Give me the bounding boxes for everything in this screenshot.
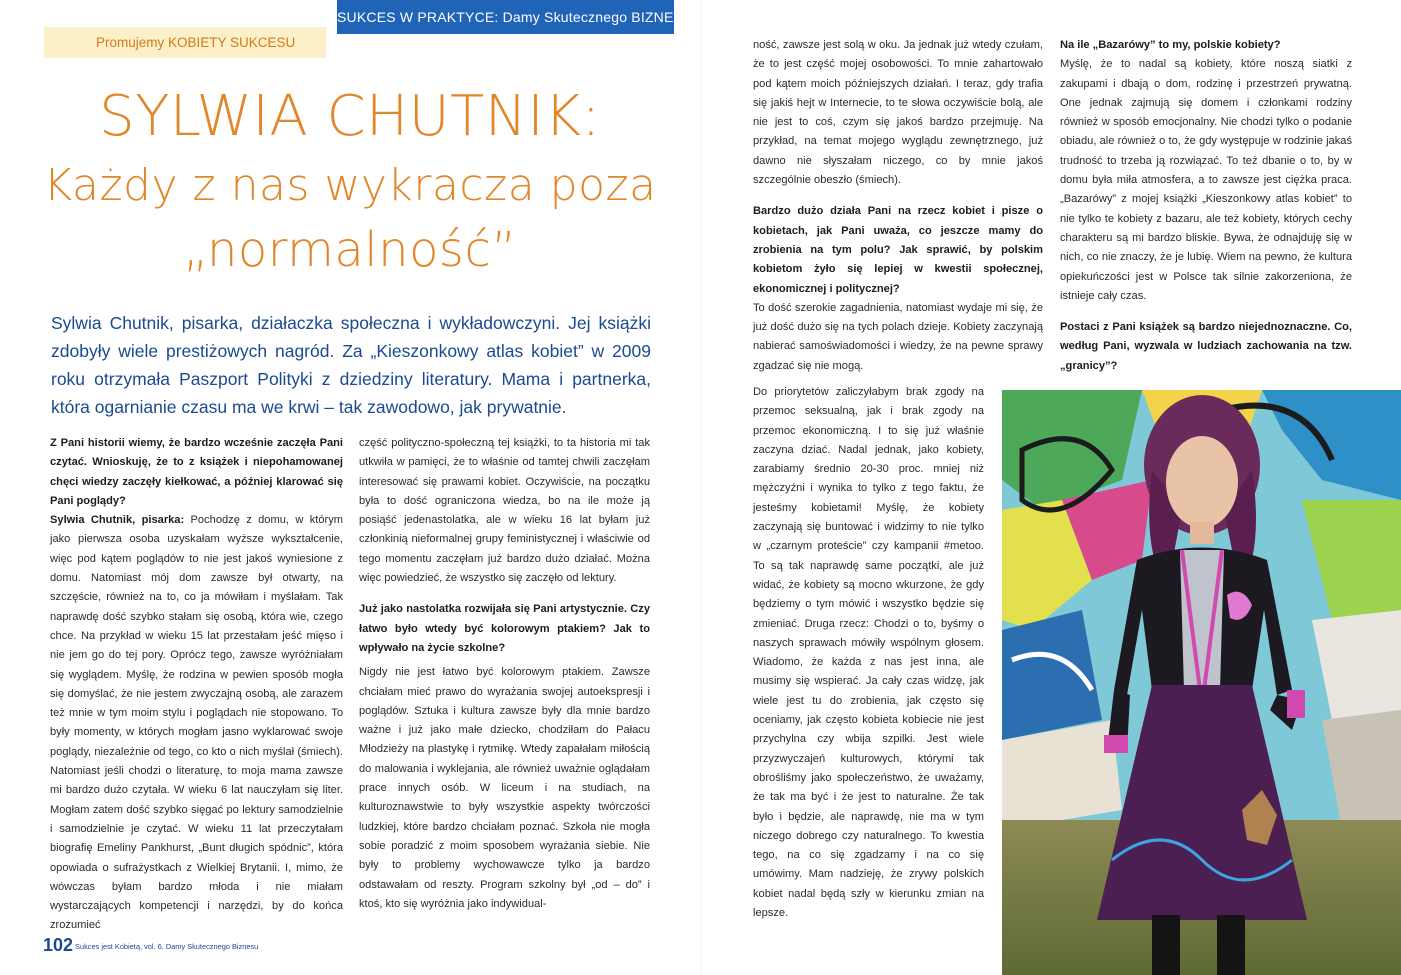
title-line-2: Każdy z nas wykracza poza: [43, 160, 657, 211]
answer-4: Myślę, że to nadal są kobiety, które noszą siatki z zakupami i dbają o dom, rodzinę i przestrzeń prywatną. One jednak zajmują się domem i członkami rodziny również w sposób emocjonalny. Nie chodzi tylko o podanie obiadu, ale również o to, że gdy występuje w rodzinie jakaś trudność to trzeba ją rozwiązać. To też dbanie o to, by w domu była miła atmosfera, a to zawsze jest ciężka praca. „Bazarówy” z mojej książki „Kieszonkowy atlas kobiet” to nie tylko te kobiety z bazaru, ale też kobiety, których cechy charakteru są mi bardzo bliskie. Bywa, że odnajduję się w nich, co nie znaczy, że je lubię. Wiem na pewno, że kultura opiekuńczości jest w Polsce tak silnie zakorzeniona, że istnieje cały czas.: [1060, 58, 1352, 302]
page-number: 102: [43, 935, 74, 955]
text-column-2: [359, 434, 650, 914]
question-1: Z Pani historii wiemy, że bardzo wcześnie zaczęła Pani czytać. Wnioskuję, że to z książek i niepohamowanej chęci wiedzy zaczęły kiełkować, a później klarować się Pani poglądy?: [50, 437, 343, 507]
answer-2: Nigdy nie jest łatwo być kolorowym ptakiem. Zawsze chciałam mieć prawo do wyrażania swojej autoekspresji i poglądów. Sztuka i kultura zawsze były dla mnie bardzo ważne i już jako małe dziecko, chodziłam do Pałacu Młodzieży na plastykę i rytmikę. Wtedy zapałałam miłością do malowania i wyklejania, ale również uważnie oglądałam prace innych osób. W liceum i na studiach, na kulturoznawstwie to były wszystkie aspekty twórczości ludzkiej, które bardzo chciałam poznać. Szkoła nie mogła sobie poradzić z moim sposobem wyrażania siebie. Nie były to problemy wychowawcze tylko ja bardzo odstawałam od reszty. Program szkolny był „od – do” i ktoś, kto się wyróżnia jako indywidual-: [359, 666, 650, 910]
answer-3-continued: Do priorytetów zaliczyłabym brak zgody na przemoc seksualną, jak i brak zgody na przemoc ekonomiczną. I to się już właśnie zaczyna dziać. Nadal jednak, jako kobiety, zarabiamy średnio 20-30 proc. mniej niż mężczyźni i wynika to tylko z tego faktu, że jesteśmy kobietami! Myślę, że kobiety zaczynają się buntować i widzimy to nie tylko w „czarnym proteście” czy kampanii #metoo. To są tak naprawdę same początki, ale już widać, że kobiety są mocno wkurzone, że gdy będziemy o tym mówić i wszystko będzie się zmieniać. Druga rzecz: Chodzi o to, byśmy o naszych sprawach mówiły wspólnym głosem. Wiadomo, że każda z nas jest inna, ale musimy się wspierać. Ja cały czas widzę, jak wiele jest tu do zrobienia, jak często się oceniamy, jak często kobieta kobiecie nie jest przychylna czy wbija szpilki. Jest wiele przyzwyczajeń kulturowych, którymi tak obrośliśmy jako społeczeństwo, że uważamy, że tak ma być i że jest to naturalne. Że tak było i będzie, ale naprawdę, nie ma w tym niczego dobrego czy naturalnego. To kwestia tego, na co się zgadzamy i na co się umówimy. Mam nadzieję, że zrywy polskich kobiet nadal będą szły w kierunku zmian na lepsze.: [753, 386, 984, 920]
promo-label: Promujemy KOBIETY SUKCESU: [44, 27, 326, 58]
question-5: Postaci z Pani książek są bardzo niejednoznaczne. Co, według Pani, wyzwala w ludziach zachowania na tzw. „granicy”?: [1060, 321, 1352, 372]
page-divider: [700, 0, 701, 975]
portrait-photo: [1002, 390, 1401, 975]
article-title: [40, 84, 660, 282]
footer-text: Sukces jest Kobietą, vol. 6. Damy Skutecznego Biznesu: [75, 942, 259, 951]
title-line-3: „normalność”: [183, 222, 517, 278]
article-lead: Sylwia Chutnik, pisarka, działaczka społeczna i wykładowczyni. Jej książki zdobyły wiele prestiżowych nagród. Za „Kieszonkowy atlas kobiet” w 2009 roku otrzymała Paszport Polityki z dziedziny literatury. Mama i partnerka, która ogarnianie czasu ma we krwi – tak zawodowo, jak prywatnie.: [51, 313, 651, 417]
question-4: Na ile „Bazarówy” to my, polskie kobiety?: [1060, 39, 1281, 51]
question-2: Już jako nastolatka rozwijała się Pani artystycznie. Czy łatwo było wtedy być kolorowym ptakiem? Jak to wpływało na życie szkolne?: [359, 603, 650, 654]
question-3: Bardzo dużo działa Pani na rzecz kobiet i pisze o kobietach, jak Pani uważa, co jeszcze mamy do zrobienia na tym polu? Jak sprawić, by polskim kobietom żyło się lepiej w kwestii społecznej, ekonomicznej i politycznej?: [753, 205, 1043, 295]
text-column-1: [50, 434, 343, 936]
answer-2-continued: ność, zawsze jest solą w oku. Ja jednak już wtedy czułam, że to jest część mojej osobowości. To mnie zahartowało pod kątem moich późniejszych działań. I teraz, gdy trafia się jakiś hejt w Internecie, to te słowa oczywiście bolą, ale nie jest to coś, czym się jakoś bardzo przejmuję. Na przykład, na temat mojego wyglądu zewnętrznego, już dawno nie słyszałam niczego, co by mnie jakoś szczególnie obeszło (śmiech).: [753, 39, 1043, 187]
speaker-label: Sylwia Chutnik, pisarka:: [50, 514, 185, 527]
title-line-1: SYLWIA CHUTNIK:: [99, 84, 601, 149]
answer-3-start: To dość szerokie zagadnienia, natomiast wydaje mi się, że już dość dużo się na tych polach dzieje. Kobiety zaczynają nabierać samoświadomości i wiedzy, że na pewne sprawy zgadzać się nie mogą.: [753, 301, 1043, 372]
page-footer: [43, 935, 258, 956]
text-column-3: [753, 36, 1043, 376]
answer-1-continued: część polityczno-społeczną tej książki, to ta historia mi tak utkwiła w pamięci, że to właśnie od tamtej chwili zaczęłam interesować się prawami kobiet. Oczywiście, na początku była to dość ograniczona wiedza, bo na ile może ją posiąść jedenastolatka, ale w wieku 16 lat byłam już członkinią nieformalnej grupy feministycznej i właściwie od tego momentu zaczęłam już bardzo dużo działać. Można więc powiedzieć, że wszystko się zaczęło od lektury.: [359, 437, 650, 585]
portrait-illustration: [1002, 390, 1401, 975]
answer-1: [50, 511, 343, 936]
answer-1-text: Pochodzę z domu, w którym jako pierwsza osoba uzyskałam wyższe wykształcenie, więc pod kątem poglądów to nie jest jakoś wyniesione z domu. Natomiast mój dom zawsze był otwarty, na szczęście, również na to, co ja mówiłam i myślałam. Tak naprawdę dość szybko stałam się osobą, która wie, czego chce. Na przykład w wieku 15 lat przestałam jeść mięso i nie jem go do tej pory. Oprócz tego, zawsze wyróżniałam się wyglądem. Myślę, że rodzina w pewien sposób mogła się domyślać, że nie jestem zwyczajną osobą, ale zarazem też mnie w tym moim stylu i poglądach nie stopowano. To były momenty, w których mogłam jasno wyklarować swoje poglądy, niezależnie od tego, co kto o nich myślał (śmiech). Natomiast jeśli chodzi o literaturę, to moja mama zawsze mi bardzo dużo czytała. W wieku 6 lat nauczyłam się liter. Mogłam zatem dość szybko sięgać po lektury samodzielnie i samodzielnie je czytać. W wieku 11 lat przeczytałam biografię Emeliny Pankhurst, „Bunt długich spódnic”, która opowiada o sufrażystkach z Wielkiej Brytanii. I, mimo, że wówczas byłam bardzo młoda i nie miałam wystarczających kompetencji i narzędzi, by do końca zrozumieć: [50, 514, 343, 932]
text-column-3-narrow: [753, 383, 984, 923]
section-header-band: SUKCES W PRAKTYCE: Damy Skutecznego BIZNESU: [337, 0, 674, 34]
text-column-4: [1060, 36, 1352, 376]
